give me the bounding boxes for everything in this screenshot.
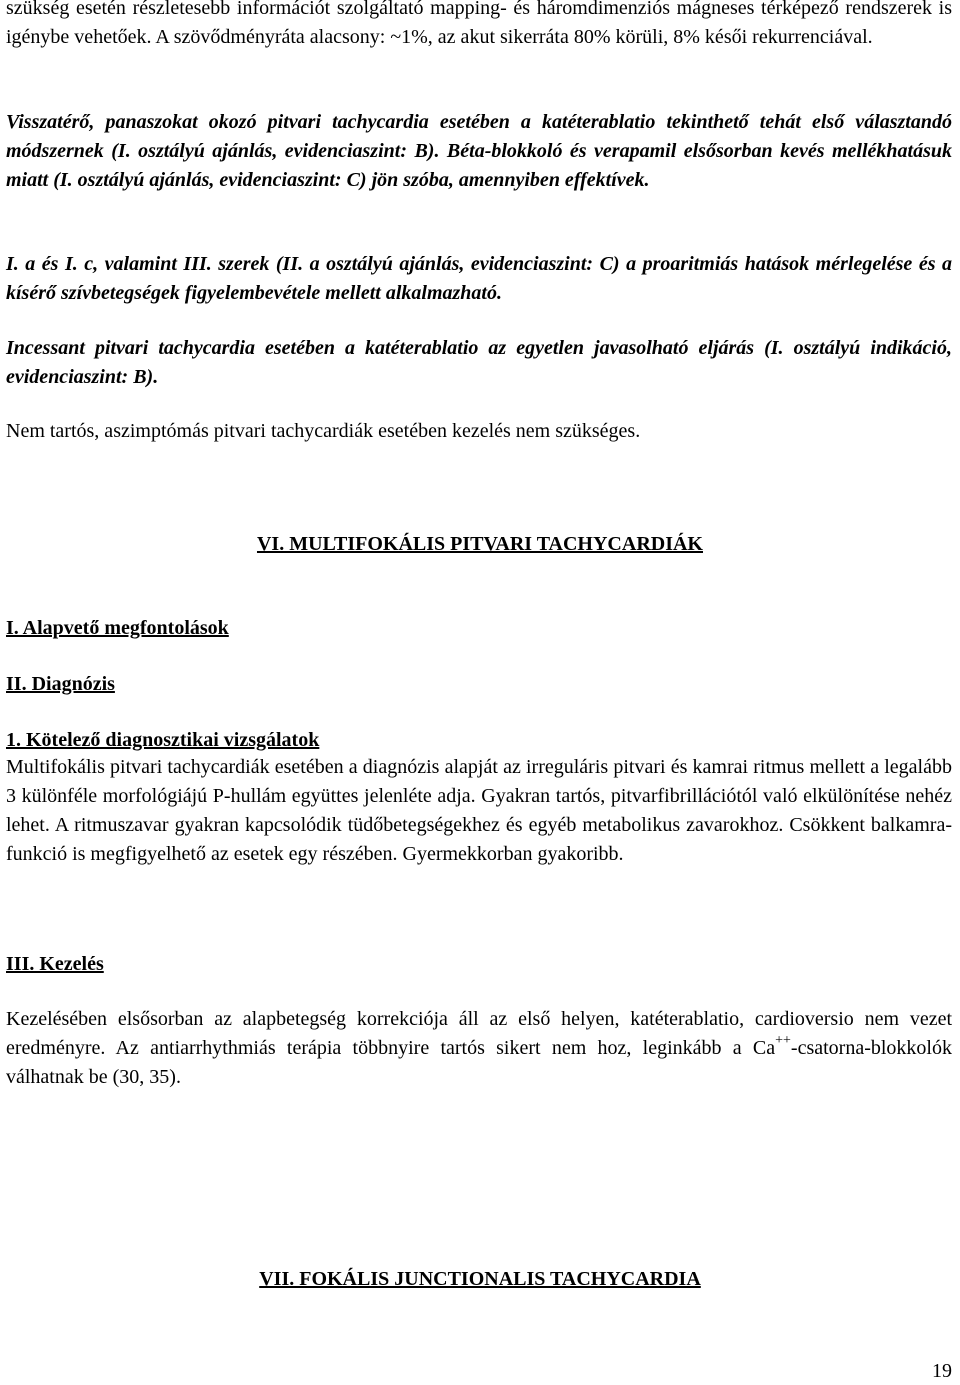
paragraph-text	[6, 1005, 952, 1092]
section-title: VI. MULTIFOKÁLIS PITVARI TACHYCARDIÁK	[256, 533, 703, 555]
section-heading-vi	[0, 531, 960, 557]
diagnosis-section	[6, 727, 952, 869]
paragraph-text: Incessant pitvari tachycardia esetében a katéterablatio az egyetlen javasolható eljárás (I. osztályú indikáció, evidenciaszint: B).	[6, 337, 952, 388]
subheading-text: II. Diagnózis	[6, 673, 115, 695]
treatment-text-b: -csatorna-blokkolók válhatnak be (30, 35).	[6, 1037, 952, 1088]
page-number: 19	[932, 1360, 952, 1382]
paragraph-text: Nem tartós, aszimptómás pitvari tachycardiák esetében kezelés nem szükséges.	[6, 420, 641, 442]
paragraph-text: I. a és I. c, valamint III. szerek (II. a osztályú ajánlás, evidenciaszint: C) a proaritmiás hatások mérlegelése és a kísérő szívbetegségek figyelembevétele mellett alkalmazható.	[6, 253, 952, 304]
section-title: VII. FOKÁLIS JUNCTIONALIS TACHYCARDIA	[259, 1268, 701, 1290]
paragraph-incessant-tachycardia	[6, 334, 952, 392]
subheading-text: I. Alapvető megfontolások	[6, 617, 229, 639]
paragraph-text: szükség esetén részletesebb információt szolgáltató mapping- és háromdimenziós mágneses térképező rendszerek is igénybe vehetőek. A szövődményráta alacsony: ~1%, az akut sikerráta 80% körüli, 8% késői rekurrenciával.	[6, 0, 952, 48]
subheading-basic-considerations	[6, 615, 952, 641]
paragraph-antiarrhythmic-drugs	[6, 250, 952, 308]
paragraph-asymptomatic	[6, 417, 952, 446]
diagnosis-paragraph: Multifokális pitvari tachycardiák esetében a diagnózis alapját az irreguláris pitvari és kamrai ritmus mellett a legalább 3 különféle morfológiájú P-hullám együttes jelenléte adja. Gyakran tartós, pitvarfibrillációtól való elkülönítése nehéz lehet. A ritmuszavar gyakran kapcsolódik tüdőbetegségekhez és egyéb metabolikus zavarokhoz. Csökkent balkamra-funkció is megfigyelhető az esetek egy részében. Gyermekkorban gyakoribb.	[6, 756, 952, 865]
paragraph-complications	[6, 0, 952, 52]
superscript-charge: ++	[775, 1033, 791, 1048]
paragraph-text: Visszatérő, panaszokat okozó pitvari tachycardia esetében a katéterablatio tekinthető tehát első választandó módszernek (I. osztályú ajánlás, evidenciaszint: B). Béta-blokkoló és verapamil elsősorban kevés mellékhatásuk miatt (I. osztályú ajánlás, evidenciaszint: C) jön szóba, amennyiben effektívek.	[6, 111, 952, 191]
subheading-text: III. Kezelés	[6, 953, 104, 975]
subheading-diagnosis	[6, 671, 952, 697]
subheading-mandatory-tests: 1. Kötelező diagnosztikai vizsgálatok	[6, 729, 320, 751]
subheading-treatment	[6, 951, 952, 977]
paragraph-ablation-recommendation	[6, 108, 952, 195]
paragraph-treatment	[6, 1005, 952, 1092]
section-heading-vii	[0, 1266, 960, 1292]
treatment-text-a: Kezelésében elsősorban az alapbetegség korrekciója áll az első helyen, katéterablatio, cardioversio nem vezet eredményre. Az antiarrhythmiás terápia többnyire tartós sikert nem hoz, leginkább a Ca	[6, 1008, 952, 1059]
